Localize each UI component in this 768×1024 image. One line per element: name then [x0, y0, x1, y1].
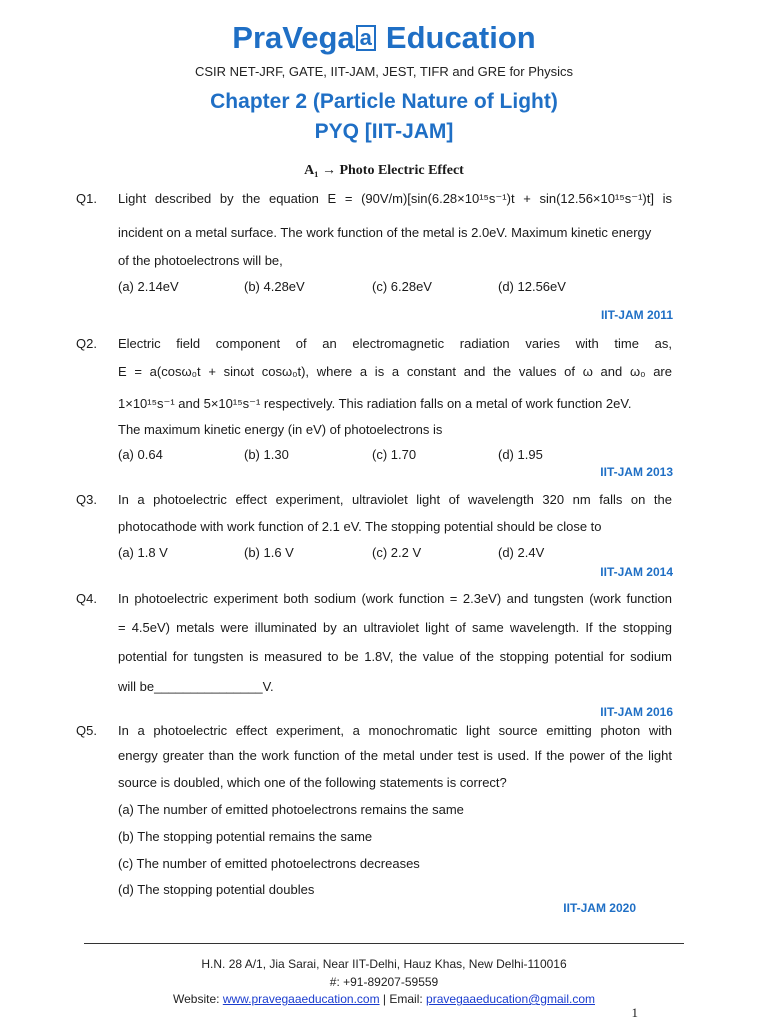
option-a: (a) The number of emitted photoelectrons remains the same: [118, 802, 464, 817]
footer-contact: [0, 992, 768, 1006]
option-d: (d) 2.4V: [498, 545, 545, 560]
footer-address: H.N. 28 A/1, Jia Sarai, Near IIT-Delhi, Hauz Khas, New Delhi-110016: [201, 957, 567, 971]
exam-year-tag: IIT-JAM 2016: [600, 705, 673, 719]
tagline: CSIR NET-JRF, GATE, IIT-JAM, JEST, TIFR and GRE for Physics: [194, 64, 574, 79]
website-link[interactable]: www.pravegaaeducation.com: [222, 992, 380, 1006]
option-a: (a) 2.14eV: [118, 279, 179, 294]
question-text-line: E = a(cosω₀t + sinωt cosω₀t), where a is a constant and the values of ω and ω₀ are: [118, 364, 672, 379]
option-b: (b) 1.6 V: [244, 545, 294, 560]
chapter-subtitle: PYQ [IIT-JAM]: [314, 120, 454, 143]
brand-suffix: Education: [385, 20, 536, 55]
question-number: Q4.: [76, 591, 97, 606]
option-c: (c) The number of emitted photoelectrons decreases: [118, 856, 420, 871]
question-number: Q2.: [76, 336, 97, 351]
exam-year-tag: IIT-JAM 2020: [563, 901, 636, 915]
question-text-line: Electric field component of an electromagnetic radiation varies with time as,: [118, 336, 672, 351]
option-d: (d) 12.56eV: [498, 279, 566, 294]
brand-logo: [0, 20, 768, 56]
question-text-line: photocathode with work function of 2.1 eV. The stopping potential should be close to: [118, 519, 602, 534]
option-c: (c) 2.2 V: [372, 545, 422, 560]
question-text-line: In photoelectric experiment both sodium (work function = 2.3eV) and tungsten (work function: [118, 591, 672, 606]
chapter-title: Chapter 2 (Particle Nature of Light): [210, 90, 558, 113]
option-d: (d) The stopping potential doubles: [118, 882, 315, 897]
brand-mark: a: [356, 25, 376, 51]
question-text-line: incident on a metal surface. The work function of the metal is 2.0eV. Maximum kinetic energy: [118, 225, 652, 240]
question-text-line: energy greater than the work function of the metal under test is used. If the power of the light: [118, 748, 672, 763]
question-text-line: In a photoelectric effect experiment, ultraviolet light of wavelength 320 nm falls on the: [118, 492, 672, 507]
question-number: Q5.: [76, 723, 97, 738]
option-b: (b) 4.28eV: [244, 279, 305, 294]
question-text-line: Light described by the equation E = (90V/m)[sin(6.28×10¹⁵s⁻¹)t + sin(12.56×10¹⁵s⁻¹)t] is: [118, 191, 672, 206]
website-label: Website:: [173, 992, 223, 1006]
question-number: Q1.: [76, 191, 97, 206]
exam-year-tag: IIT-JAM 2011: [600, 308, 673, 322]
option-a: (a) 1.8 V: [118, 545, 168, 560]
email-link[interactable]: pravegaaeducation@gmail.com: [426, 992, 595, 1006]
question-text-line: The maximum kinetic energy (in eV) of photoelectrons is: [118, 422, 443, 437]
page-number: 1: [631, 1005, 638, 1020]
exam-year-tag: IIT-JAM 2013: [600, 465, 673, 479]
question-text-line: of the photoelectrons will be,: [118, 253, 283, 268]
option-c: (c) 1.70: [372, 447, 417, 462]
email-label: | Email:: [379, 992, 427, 1006]
footer-phone: #: +91-89207-59559: [329, 975, 439, 989]
option-c: (c) 6.28eV: [372, 279, 432, 294]
question-text-line: 1×10¹⁵s⁻¹ and 5×10¹⁵s⁻¹ respectively. This radiation falls on a metal of work function 2eV.: [118, 396, 632, 411]
footer-divider: [84, 943, 684, 944]
option-a: (a) 0.64: [118, 447, 163, 462]
question-text-line: source is doubled, which one of the following statements is correct?: [118, 775, 507, 790]
question-text-line: potential for tungsten is measured to be 1.8V, the value of the stopping potential for sodium: [118, 649, 672, 664]
section-heading: A₁ → Photo Electric Effect: [304, 163, 464, 178]
exam-year-tag: IIT-JAM 2014: [600, 565, 673, 579]
brand-main: PraVega: [232, 20, 355, 55]
question-text-line: = 4.5eV) metals were illuminated by an ultraviolet light of same wavelength. If the stopping: [118, 620, 672, 635]
option-d: (d) 1.95: [498, 447, 543, 462]
option-b: (b) The stopping potential remains the same: [118, 829, 373, 844]
option-b: (b) 1.30: [244, 447, 289, 462]
question-text-line: In a photoelectric effect experiment, a monochromatic light source emitting photon with: [118, 723, 672, 738]
answer-blank-line: will be_______________V.: [118, 679, 274, 694]
question-number: Q3.: [76, 492, 97, 507]
